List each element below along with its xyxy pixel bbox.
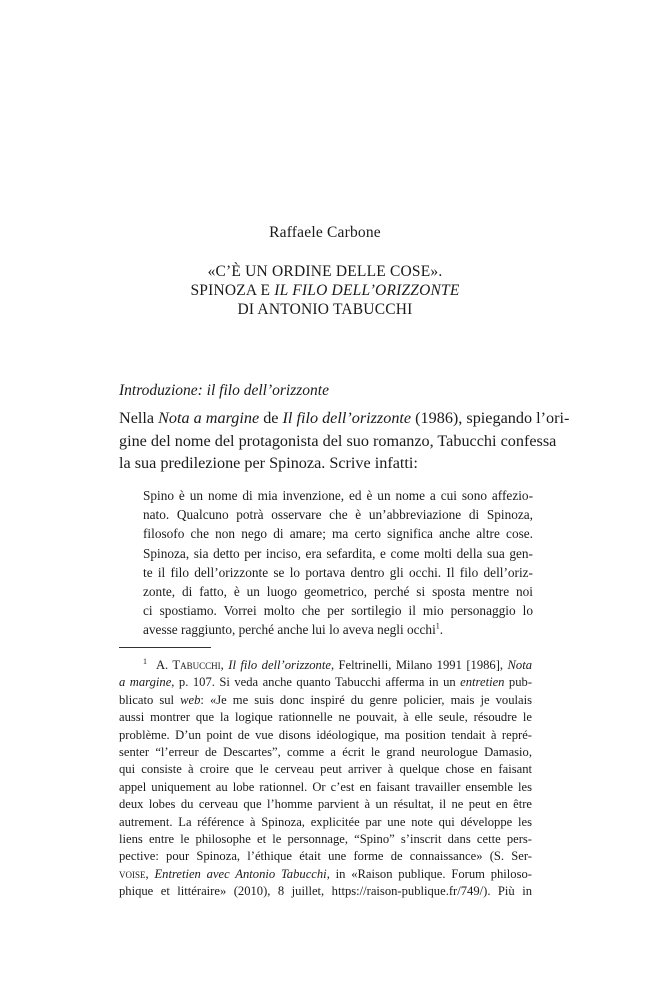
quote-line: zonte, di fatto, è un luogo geometrico, perché si sposta mentre noi xyxy=(143,584,533,600)
footnote-line: aussi montrer que la logique rationnelle ne pouvait, à elle seule, résoudre le xyxy=(119,710,532,725)
title-line-3: DI ANTONIO TABUCCHI xyxy=(237,301,413,318)
article-title xyxy=(0,262,650,319)
quote-line: Spinoza, sia detto per inciso, era sefardita, e come molti della sua gen- xyxy=(143,545,533,561)
intro-paragraph xyxy=(119,407,570,475)
title-line-2 xyxy=(0,281,650,300)
footnote-line: pective: pour Spinoza, l’éthique était une forme de connaissance» (S. Ser- xyxy=(119,849,532,864)
footnote-line: liens entre le philosophe et le personnage, “Spino” s’inscrit dans cette pers- xyxy=(119,832,532,847)
footnote xyxy=(119,657,532,901)
footnote-line: deux lobes du cerveau que l’homme parvient à un résultat, il ne peut en être xyxy=(119,797,532,812)
footnote-line: qui consiste à croire que le cerveau peut arriver à quelque chose en faisant xyxy=(119,762,532,777)
footnote-ref: 1 xyxy=(435,622,440,631)
section-heading: Introduzione: il filo dell’orizzonte xyxy=(119,382,329,399)
footnote-line: a margine, p. 107. Si veda anche quanto Tabucchi afferma in un entretien pub- xyxy=(119,675,533,690)
intro-line: Nella Nota a margine de Il filo dell’orizzonte (1986), spiegando l’ori- xyxy=(119,409,570,427)
title-line-2-prefix: SPINOZA E xyxy=(190,282,275,299)
footnote-line: blicato sul web: «Je me suis donc inspiré du genre policier, mais je voulais xyxy=(119,692,532,707)
intro-line: gine del nome del protagonista del suo romanzo, Tabucchi confessa xyxy=(119,431,557,450)
block-quote xyxy=(143,486,533,640)
footnote-line: autrement. La référence à Spinoza, explicitée par une note qui développe les xyxy=(119,814,532,829)
title-line-2-italic: IL FILO DELL’ORIZZONTE xyxy=(274,282,460,299)
author-name: Raffaele Carbone xyxy=(269,224,381,241)
footnote-divider xyxy=(119,647,211,648)
title-line-1: «C’È UN ORDINE DELLE COSE». xyxy=(207,263,443,280)
footnote-line: problème. D’un point de vue disons idéologique, ma position tendait à repré- xyxy=(119,727,532,742)
quote-line: te il filo dell’orizzonte se lo portava dentro gli occhi. Il filo dell’oriz- xyxy=(143,564,533,580)
footnote-line: senter “l’erreur de Descartes”, comme a écrit le grand neurologue Damasio, xyxy=(119,745,532,760)
footnote-line: phique et littéraire» (2010), 8 juillet, https://raison-publique.fr/749/). Più in xyxy=(119,884,532,899)
quote-line: filosofo che non nego di amare; ma certo significa anche altre cose. xyxy=(143,526,533,542)
quote-line: nato. Qualcuno potrà osservare che è un’abbreviazione di Spinoza, xyxy=(143,507,533,523)
footnote-line: $^1$ A. Tabucchi, Il filo dell’orizzonte, Feltrinelli, Milano 1991 [1986], Nota xyxy=(143,656,533,672)
footnote-number: 1 xyxy=(143,656,147,666)
footnote-line: appel uniquement au lobe rationnel. Or c’est en faisant travailler ensemble les xyxy=(119,779,532,794)
quote-line: avesse raggiunto, perché anche lui lo aveva negli occhi$^1$. xyxy=(143,622,444,638)
footnote-line: voise, Entretien avec Antonio Tabucchi, in «Raison publique. Forum philoso- xyxy=(119,866,532,881)
quote-line: ci spostiamo. Vorrei molto che per sortilegio il mio personaggio lo xyxy=(143,603,533,619)
quote-line: Spino è un nome di mia invenzione, ed è un nome a cui sono affezio- xyxy=(143,488,533,503)
intro-line: la sua predilezione per Spinoza. Scrive infatti: xyxy=(119,454,418,472)
